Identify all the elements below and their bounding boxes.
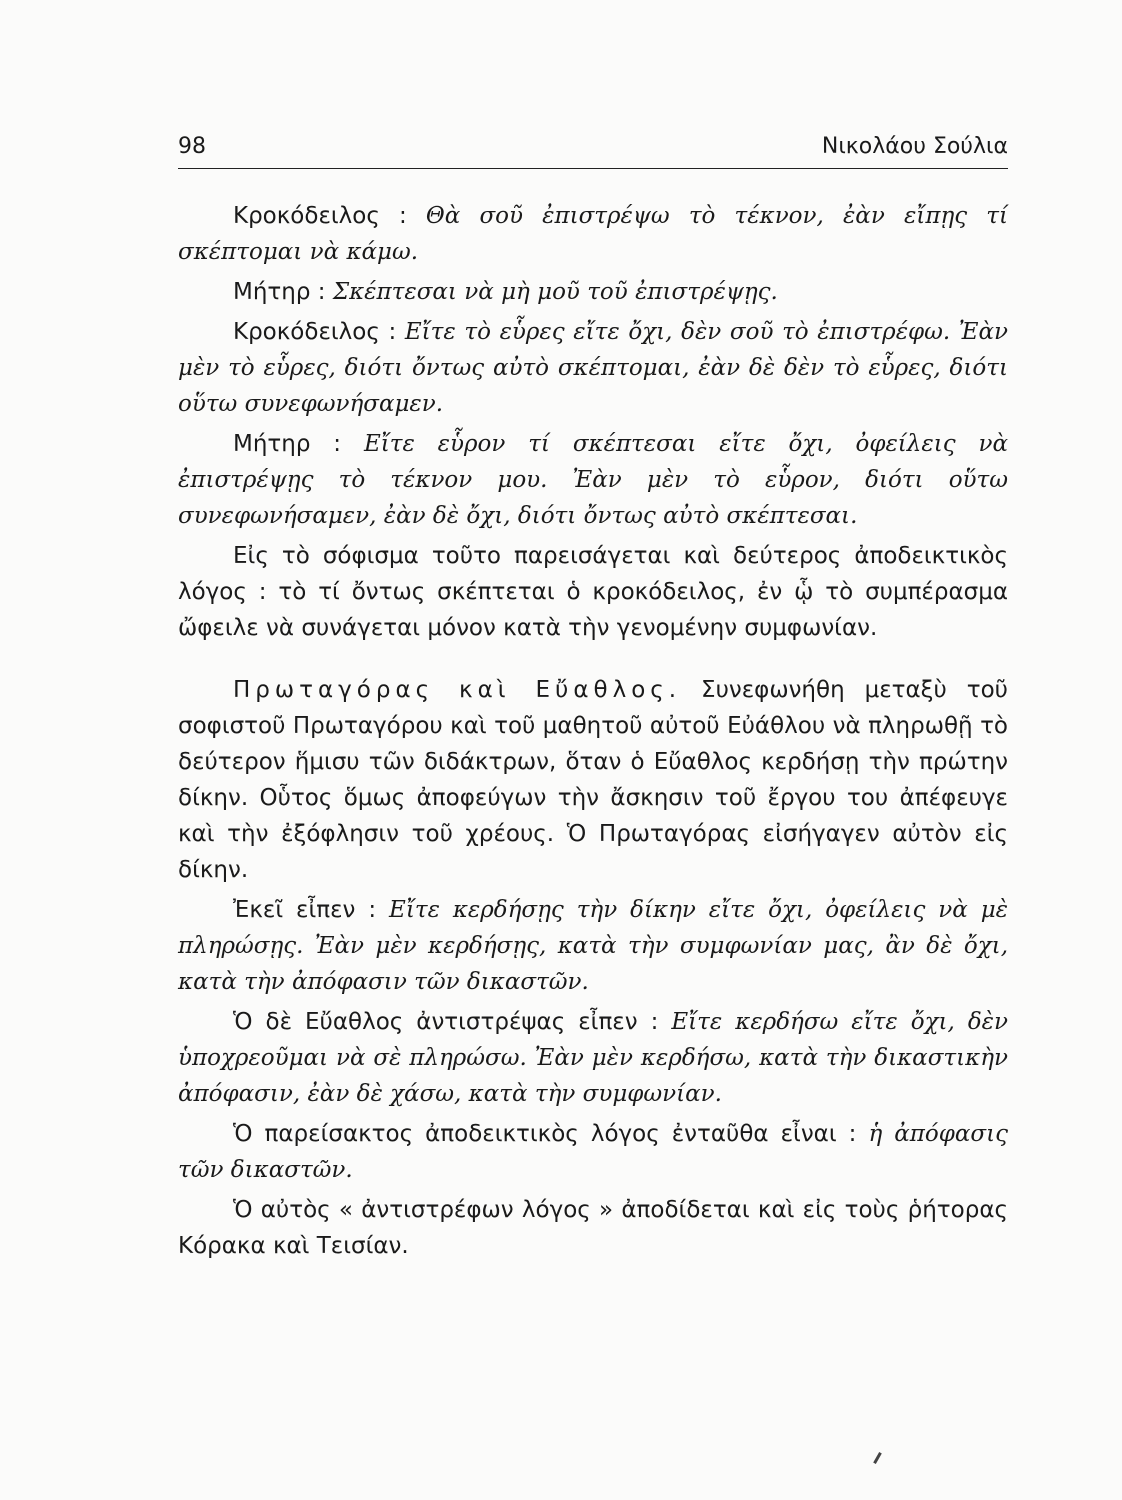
speaker-label: Ὁ δὲ Εὔαθλος ἀντιστρέψας εἶπεν :	[233, 1009, 659, 1035]
commentary-paragraph-argument	[178, 1116, 1008, 1188]
ink-mark	[873, 1452, 882, 1464]
emphasized-text: ἡ ἀπόφασις τῶν δικαστῶν.	[178, 1121, 1009, 1183]
speaker-label: Μήτηρ :	[233, 431, 342, 457]
commentary-paragraph	[178, 538, 1008, 646]
section-paragraph-protagoras	[178, 672, 1008, 888]
paragraph-lead: Ὁ παρείσακτος ἀποδεικτικὸς λόγος ἐνταῦθα εἶναι :	[233, 1121, 857, 1147]
speaker-label: Ἐκεῖ εἶπεν :	[233, 897, 377, 923]
dialogue-paragraph-mother-2	[178, 426, 1008, 534]
paragraph-text: Ὁ αὐτὸς « ἀντιστρέφων λόγος » ἀποδίδεται καὶ εἰς τοὺς ῥήτορας Κόρακα καὶ Τεισίαν.	[178, 1197, 1008, 1259]
dialogue-quote: Εἴτε κερδήσῃς τὴν δίκην εἴτε ὄχι, ὀφείλεις νὰ μὲ πληρώσῃς. Ἐὰν μὲν κερδήσῃς, κατὰ τὴν συμφωνίαν μας, ἂν δὲ ὄχι, κατὰ τὴν ἀπόφασιν τῶν δικαστῶν.	[178, 897, 1008, 995]
speaker-label: Μήτηρ :	[233, 279, 326, 305]
dialogue-quote: Σκέπτεσαι νὰ μὴ μοῦ τοῦ ἐπιστρέψῃς.	[332, 279, 778, 305]
dialogue-paragraph-mother-1	[178, 274, 1008, 310]
body-text	[178, 198, 1008, 1264]
dialogue-paragraph-euathlus	[178, 1004, 1008, 1112]
paragraph-text: Συνεφωνήθη μεταξὺ τοῦ σοφιστοῦ Πρωταγόρου καὶ τοῦ μαθητοῦ αὐτοῦ Εὐάθλου νὰ πληρωθῇ τὸ δεύτερον ἥμισυ τῶν διδάκτρων, ὅταν ὁ Εὔαθλος κερδήσῃ τὴν πρώτην δίκην. Οὗτος ὅμως ἀποφεύγων τὴν ἄσκησιν τοῦ ἔργου του ἀπέφευγε καὶ τὴν ἐξόφλησιν τοῦ χρέους. Ὁ Πρωταγόρας εἰσήγαγεν αὐτὸν εἰς δίκην.	[178, 677, 1008, 883]
dialogue-paragraph-crocodile-2	[178, 314, 1008, 422]
dialogue-quote: Εἴτε κερδήσω εἴτε ὄχι, δὲν ὑποχρεοῦμαι νὰ σὲ πληρώσω. Ἐὰν μὲν κερδήσω, κατὰ τὴν δικαστικὴν ἀπόφασιν, ἐὰν δὲ χάσω, κατὰ τὴν συμφωνίαν.	[178, 1009, 1009, 1107]
paragraph-text: Εἰς τὸ σόφισμα τοῦτο παρεισάγεται καὶ δεύτερος ἀποδεικτικὸς λόγος : τὸ τί ὄντως σκέπτεται ὁ κροκόδειλος, ἐν ᾧ τὸ συμπέρασμα ὤφειλε νὰ συνάγεται μόνον κατὰ τὴν γενομένην συμφωνίαν.	[178, 543, 1008, 641]
running-head	[178, 128, 1008, 169]
speaker-label: Κροκόδειλος :	[233, 203, 407, 229]
dialogue-quote: Εἴτε εὗρον τί σκέπτεσαι εἴτε ὄχι, ὀφείλεις νὰ ἐπιστρέψῃς τὸ τέκνον μου. Ἐὰν μὲν τὸ εὗρον, διότι οὕτω συνεφωνήσαμεν, ἐὰν δὲ ὄχι, διότι ὄντως αὐτὸ σκέπτεσαι.	[178, 431, 1009, 529]
page-number: 98	[178, 134, 206, 159]
running-head-author: Νικολάου Σούλια	[821, 134, 1008, 159]
dialogue-quote: Θὰ σοῦ ἐπιστρέψω τὸ τέκνον, ἐὰν εἴπῃς τί σκέπτομαι νὰ κάμω.	[178, 203, 1008, 265]
dialogue-paragraph-protagoras	[178, 892, 1008, 1000]
section-heading: Πρωταγόρας καὶ Εὔαθλος.	[233, 677, 682, 703]
speaker-label: Κροκόδειλος :	[233, 319, 397, 345]
dialogue-quote: Εἴτε τὸ εὗρες εἴτε ὄχι, δὲν σοῦ τὸ ἐπιστρέφω. Ἐὰν μὲν τὸ εὗρες, διότι ὄντως αὐτὸ σκέπτομαι, ἐὰν δὲ δὲν τὸ εὗρες, διότι οὕτω συνεφωνήσαμεν.	[178, 319, 1008, 417]
closing-paragraph	[178, 1192, 1008, 1264]
dialogue-paragraph-crocodile-1	[178, 198, 1008, 270]
